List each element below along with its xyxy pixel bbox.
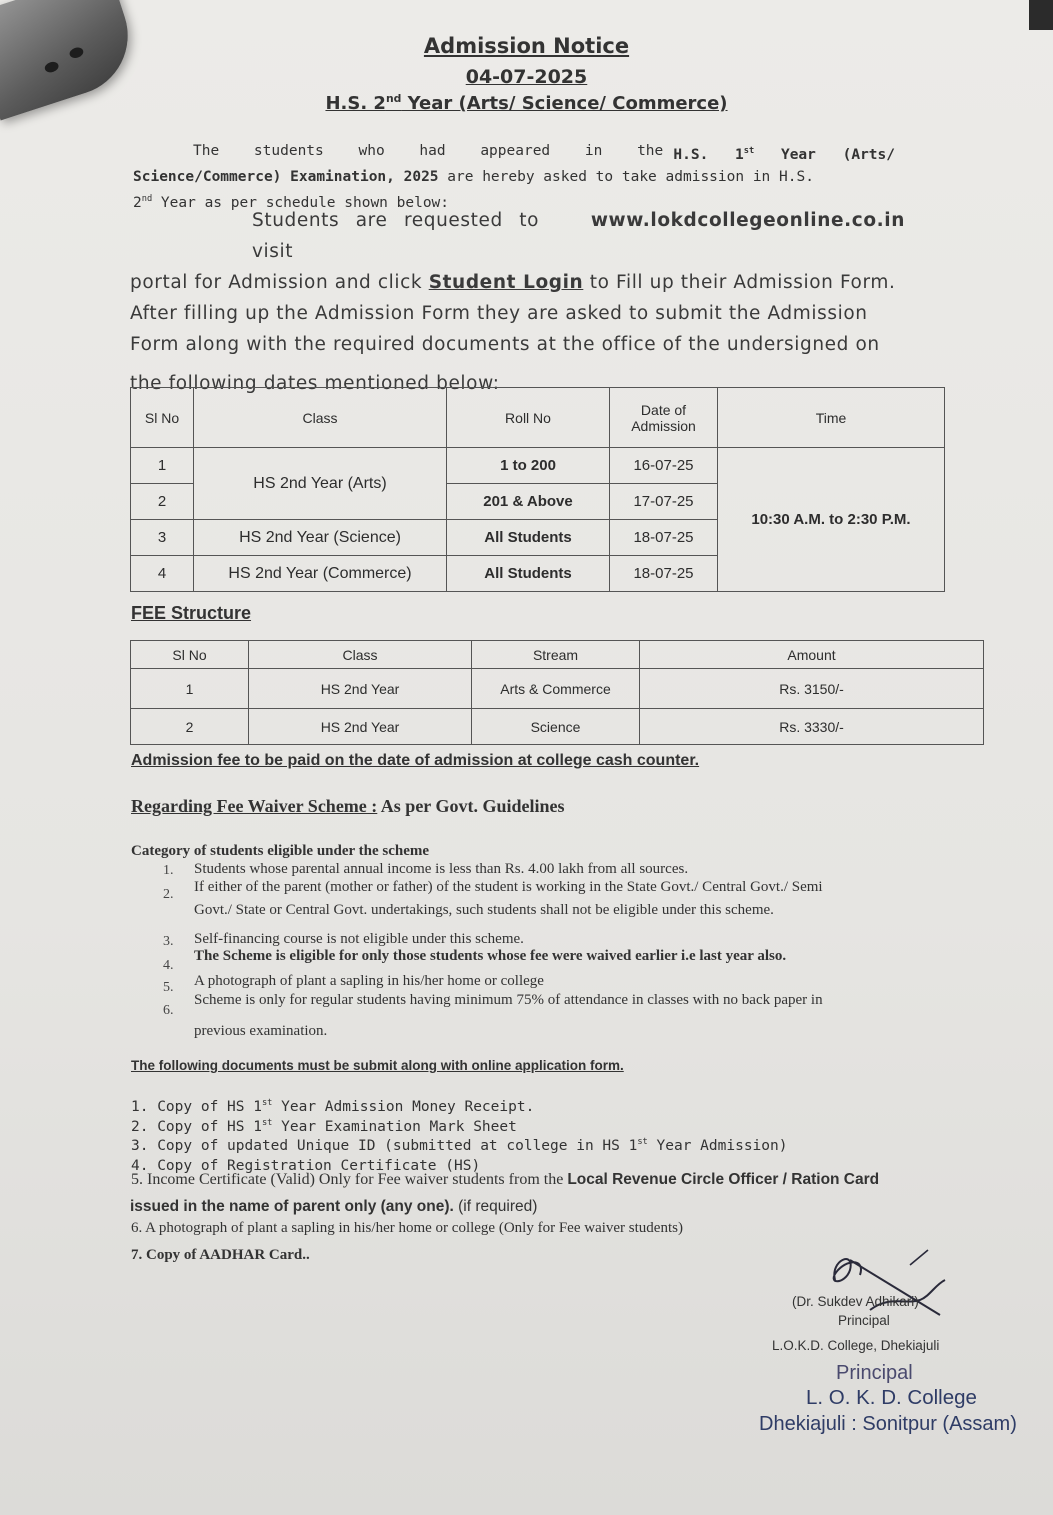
signature-scribble: [810, 1240, 970, 1335]
table-row: 3 HS 2nd Year (Science) All Students 18-07-25: [131, 520, 945, 556]
header-roll-no: Roll No: [447, 388, 610, 448]
table-row: 2 201 & Above 17-07-25: [131, 484, 945, 520]
list-item: 5. Income Certificate (Valid) Only for Fee waiver students from the Local Revenue Circle Officer / Ration Card: [131, 1171, 880, 1188]
table-row: 1 HS 2nd Year (Arts) 1 to 200 16-07-25 10:30 A.M. to 2:30 P.M.: [131, 448, 945, 484]
list-item: If either of the parent (mother or father) of the student is working in the State Govt./ Central Govt./ Semi: [194, 879, 823, 895]
signatory-name: (Dr. Sukdev Adhikari): [792, 1294, 919, 1309]
header-class: Class: [194, 388, 447, 448]
list-item: 6. A photograph of plant a sapling in his/her home or college (Only for Fee waiver students): [131, 1220, 683, 1236]
signatory-college: L.O.K.D. College, Dhekiajuli: [772, 1338, 940, 1353]
header-time: Time: [718, 388, 945, 448]
list-item: The Scheme is eligible for only those students whose fee were waived earlier i.e last year also.: [194, 948, 787, 964]
list-item: Scheme is only for regular students having minimum 75% of attendance in classes with no back paper in: [194, 992, 823, 1008]
notice-page: Admission Notice 04-07-2025 H.S. 2nd Year (Arts/ Science/ Commerce) The students who had appeared in the H.S. 1st Year (Arts/ Science/Commerce) Examination, 2025 are hereby asked to take admission in H.S. 2nd Year as per schedule shown below: Students are requested to visit www.lokdcollegeonline.co.in portal for Admission and click Student Login to Fill up their Admission Form. After filling up the Admission Form they are asked to submit the Admission Form along with the required documents at the office of the undersigned on the following dates mentioned below: Sl No Class Roll No Date of Admission Time 1 HS 2nd Year (Arts) 1 to 200 16-07-25 10:30 A.M. to 2:30 P.M. 2 201 & Above 17-07-25 3 HS 2nd Year (Science) All Students 18-07-25 4 HS 2nd Year (Commerce) All Students 18-07-25 FEE Structure Sl No Class Stream Amount 1 HS 2nd Year Arts & Commerce Rs. 3150/- 2 HS 2nd Year Science Rs. 3330/- Admission fee to be paid on the date of admission at college cash counter. Regarding Fee Waiver Scheme : As per Govt. Guidelines Category of students eligible under the scheme 1. Students whose parental annual income is less than Rs. 4.00 lakh from all sources. 2. If either of the parent (mother or father) of the student is working in the State Govt./ Central Govt./ Semi Govt./ State or Central Govt. undertakings, such students shall not be eligible under this scheme. 3. Self-financing course is not eligible under this scheme. 4. The Scheme is eligible for only those students whose fee were waived earlier i.e last year also. 5. A photograph of plant a sapling in his/her home or college 6. Scheme is only for regular students having minimum 75% of attendance in classes with no back paper in previous examination. The following documents must be submit along with online application form. 1. Copy of HS 1st Year Admission Money Receipt. 2. Copy of HS 1st Year Examination Mark Sheet 3. Copy of updated Unique ID (submitted at college in HS 1st Year Admission) 4. Copy of Registration Certificate (HS) 5. Income Certificate (Valid) Only for Fee waiver students from the Local Revenue Circle Officer / Ration Card issued in the name of parent only (any one). (if required) 6. A photograph of plant a sapling in his/her home or college (Only for Fee waiver students) 7. Copy of AADHAR Card.. (Dr. Sukdev Adhikari) Principal L.O.K.D. College, Dhekiajuli Principal L. O. K. D. College Dhekiajuli : Sonitpur (Assam): [0, 0, 1053, 1515]
table-row: 4 HS 2nd Year (Commerce) All Students 18-07-25: [131, 556, 945, 592]
list-item: 3. Copy of updated Unique ID (submitted at college in HS 1st Year Admission): [131, 1137, 788, 1154]
list-item: Self-financing course is not eligible under this scheme.: [194, 931, 524, 947]
list-item: A photograph of plant a sapling in his/her home or college: [194, 973, 544, 989]
list-item: 4. Copy of Registration Certificate (HS): [131, 1158, 481, 1174]
stamp-principal: Principal: [836, 1362, 913, 1384]
fee-table: Sl No Class Stream Amount 1 HS 2nd Year Arts & Commerce Rs. 3150/- 2 HS 2nd Year Science Rs. 3330/-: [130, 640, 984, 745]
waiver-heading: Regarding Fee Waiver Scheme : As per Govt. Guidelines: [131, 796, 565, 816]
waiver-category: Category of students eligible under the scheme: [131, 843, 430, 859]
portal-url: www.lokdcollegeonline.co.in: [590, 210, 905, 231]
notice-subtitle: H.S. 2nd Year (Arts/ Science/ Commerce): [325, 92, 728, 114]
list-item: Students whose parental annual income is less than Rs. 4.00 lakh from all sources.: [194, 861, 689, 877]
documents-heading: The following documents must be submit along with online application form.: [131, 1058, 624, 1073]
admission-time: 10:30 A.M. to 2:30 P.M.: [718, 448, 945, 592]
signatory-role: Principal: [838, 1313, 890, 1328]
student-login-link: Student Login: [428, 272, 584, 293]
list-item: 2. Copy of HS 1st Year Examination Mark Sheet: [131, 1118, 517, 1135]
table-row: 1 HS 2nd Year Arts & Commerce Rs. 3150/-: [131, 669, 984, 709]
stamp-college: L. O. K. D. College: [806, 1386, 977, 1409]
page-corner: [1029, 0, 1053, 30]
schedule-table: [130, 387, 945, 592]
fee-note: Admission fee to be paid on the date of admission at college cash counter.: [131, 752, 700, 769]
notice-date: 04-07-2025: [465, 66, 588, 88]
notice-title: Admission Notice: [423, 34, 630, 58]
stamp-location: Dhekiajuli : Sonitpur (Assam): [759, 1413, 1017, 1435]
list-item: 7. Copy of AADHAR Card..: [131, 1247, 310, 1263]
header-sl-no: Sl No: [131, 388, 194, 448]
intro-paragraph: The students who had appeared in the H.S. 1st Year (Arts/ Science/Commerce) Examination, 2025 are hereby asked to take admission in H.S. 2nd Year as per schedule shown below:: [133, 143, 895, 211]
portal-paragraph: Students are requested to visit www.lokdcollegeonline.co.in portal for Admission and click Student Login to Fill up their Admission Form. After filling up the Admission Form they are asked to submit the Admission Form along with the required documents at the office of the undersigned on the following dates mentioned below:: [130, 205, 905, 399]
fee-heading: FEE Structure: [131, 603, 252, 623]
header-date: Date of Admission: [610, 388, 718, 448]
list-item: 1. Copy of HS 1st Year Admission Money Receipt.: [131, 1098, 535, 1115]
table-row: 2 HS 2nd Year Science Rs. 3330/-: [131, 709, 984, 745]
